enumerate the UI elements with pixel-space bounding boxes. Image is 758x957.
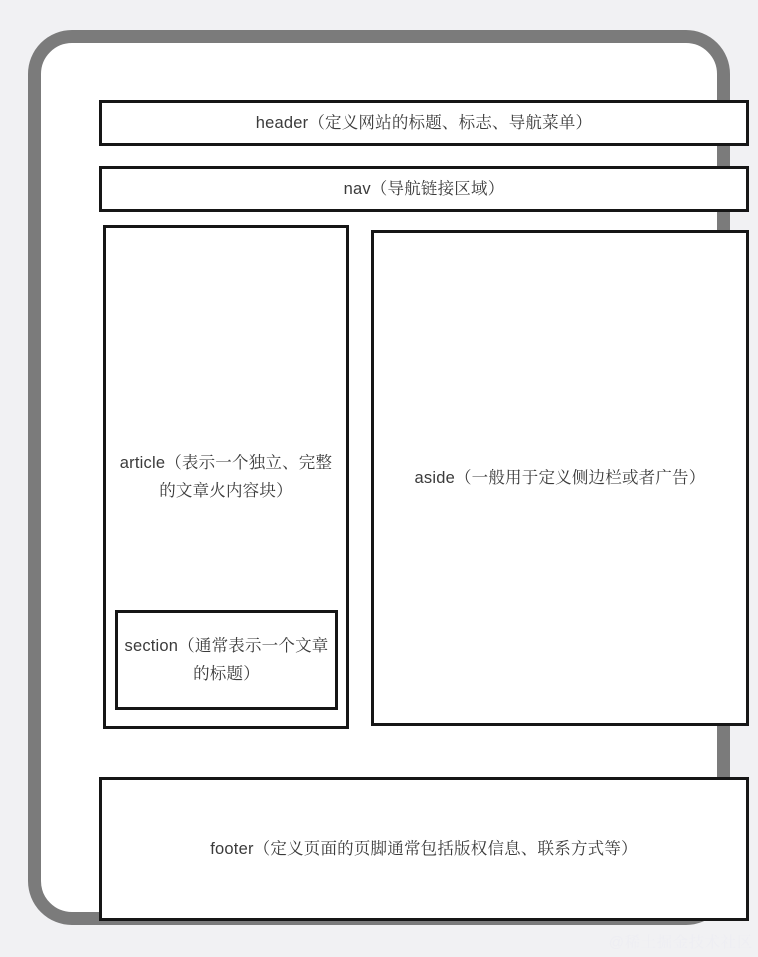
header-box [99,100,749,146]
aside-label: aside（一般用于定义侧边栏或者广告） [414,469,706,487]
nav-box [99,166,749,212]
article-box [103,225,349,729]
nav-label: nav（导航链接区域） [343,180,505,198]
article-label: article（表示一个独立、完整 的文章火内容块） [119,454,333,500]
section-box [115,610,338,710]
footer-box [99,777,749,921]
footer-label: footer（定义页面的页脚通常包括版权信息、联系方式等） [210,840,638,858]
header-label: header（定义网站的标题、标志、导航菜单） [255,114,593,132]
aside-box [371,230,749,726]
juejin-watermark: @稀土掘金技术社区 [608,934,753,951]
section-label: section（通常表示一个文章 的标题） [124,637,329,683]
page-frame [28,30,730,925]
